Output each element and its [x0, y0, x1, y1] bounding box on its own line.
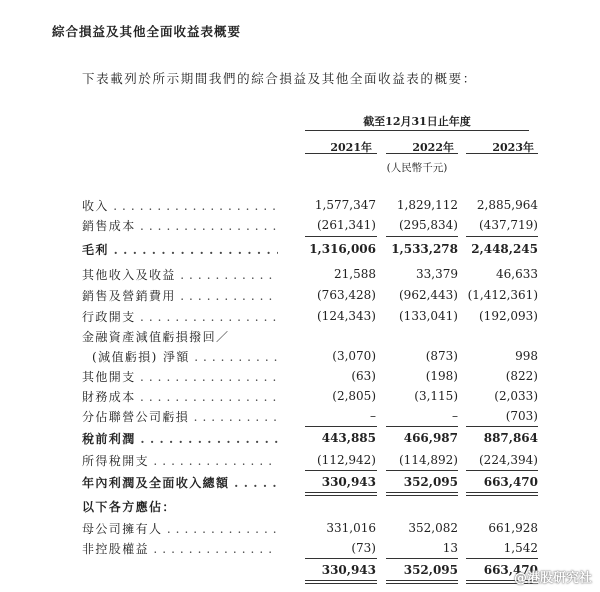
value-2023: 663,470 [483, 475, 538, 489]
double-rule [386, 580, 458, 581]
table-row [0, 538, 600, 558]
year-header-2023: 2023年 [492, 141, 534, 154]
row-label-owners-of-parent: 母公司擁有人 . . . [82, 520, 278, 537]
table-row [0, 239, 600, 259]
subtotal-rule [386, 236, 458, 237]
value-2023: 887,864 [483, 431, 538, 445]
value-2023: (224,394) [479, 453, 538, 467]
value-2022: (295,834) [399, 218, 458, 232]
value-2021: 331,016 [326, 521, 376, 535]
value-2022: (962,443) [399, 288, 458, 302]
value-2023: 46,633 [496, 267, 538, 281]
subtotal-rule [305, 236, 377, 237]
table-row [0, 518, 600, 538]
table-row [0, 285, 600, 305]
value-2022: – [452, 409, 458, 423]
value-2022: 33,379 [416, 267, 458, 281]
subtotal-rule [305, 470, 377, 471]
value-2022: (133,041) [399, 309, 458, 323]
value-2021: (73) [351, 541, 376, 555]
value-2022: 466,987 [403, 431, 458, 445]
intro-text: 下表載列於所示期間我們的綜合損益及其他全面收益表的概要： [82, 71, 477, 86]
double-rule [305, 580, 377, 581]
value-2023: (822) [505, 369, 538, 383]
value-2021: (112,942) [317, 453, 376, 467]
table-row [0, 472, 600, 492]
value-2022: 1,533,278 [391, 242, 458, 256]
row-label-impairment-line1: 金融資產減值虧損撥回／ [82, 330, 230, 344]
value-2021: (261,341) [317, 218, 376, 232]
row-label-income-tax: 所得稅開支 . . . [82, 452, 278, 469]
double-rule [386, 492, 458, 493]
row-label-impairment: (減值虧損) 淨額 . . . [92, 348, 278, 365]
value-2022: 352,082 [408, 521, 458, 535]
value-2023: 661,928 [488, 521, 538, 535]
value-2022: 352,095 [403, 563, 458, 577]
section-heading: 綜合損益及其他全面收益表概要 [52, 24, 242, 39]
row-label-attributable-to: 以下各方應佔： [82, 500, 176, 514]
row-label-cost-of-sales: 銷售成本 . . . [82, 217, 278, 234]
row-label-revenue: 收入 . . . [82, 197, 278, 214]
period-header-rule [305, 130, 529, 131]
double-rule [305, 492, 377, 493]
value-2023: 998 [515, 349, 538, 363]
subtotal-rule [305, 558, 377, 559]
value-2022: (873) [425, 349, 458, 363]
value-2023: (2,033) [494, 389, 538, 403]
value-2021: – [370, 409, 376, 423]
row-label-selling-expenses: 銷售及營銷費用 . . . [82, 287, 278, 304]
value-2022: 1,829,112 [396, 198, 458, 212]
value-2021: 1,316,006 [309, 242, 376, 256]
table-row [0, 560, 600, 580]
row-label-non-controlling-interests: 非控股權益 . . . [82, 540, 278, 557]
year-header-2022: 2022年 [412, 141, 454, 154]
value-2023: (703) [505, 409, 538, 423]
row-label-finance-costs: 財務成本 . . . [82, 388, 278, 405]
value-2021: 330,943 [321, 475, 376, 489]
value-2023: 2,885,964 [476, 198, 538, 212]
table-row [0, 195, 600, 215]
table-row [0, 386, 600, 406]
row-label-profit-before-tax: 稅前利潤 . . . [82, 430, 278, 447]
table-row [0, 450, 600, 470]
subtotal-rule [466, 470, 538, 471]
value-2022: (114,892) [399, 453, 458, 467]
value-2021: (3,070) [332, 349, 376, 363]
value-2023: (1,412,361) [467, 288, 538, 302]
value-2021: 330,943 [321, 563, 376, 577]
table-row [0, 306, 600, 326]
row-label-gross-profit: 毛利 . . . [82, 241, 278, 258]
row-label-profit-for-year: 年內利潤及全面收入總額 . . . [82, 474, 278, 491]
double-rule [466, 492, 538, 493]
value-2021: (63) [351, 369, 376, 383]
subtotal-rule [466, 558, 538, 559]
double-rule [305, 583, 377, 584]
double-rule [386, 583, 458, 584]
value-2021: 21,588 [334, 267, 376, 281]
period-header: 截至12月31日止年度 [363, 115, 471, 128]
value-2021: 443,885 [321, 431, 376, 445]
value-2023: (192,093) [479, 309, 538, 323]
row-label-other-expenses: 其他開支 . . . [82, 368, 278, 385]
year-rule [386, 153, 458, 154]
unit-label: (人民幣千元) [386, 162, 448, 174]
subtotal-rule [386, 558, 458, 559]
value-2023: 663,470 [483, 563, 538, 577]
value-2023: (437,719) [479, 218, 538, 232]
value-2021: (124,343) [317, 309, 376, 323]
table-row [0, 366, 600, 386]
value-2023: 1,542 [503, 541, 538, 555]
year-header-2021: 2021年 [330, 141, 372, 154]
subtotal-rule [305, 426, 377, 427]
value-2022: 352,095 [403, 475, 458, 489]
value-2022: 13 [442, 541, 458, 555]
year-rule [305, 153, 377, 154]
row-label-other-income: 其他收入及收益 . . . [82, 266, 278, 283]
value-2023: 2,448,245 [471, 242, 538, 256]
value-2022: (198) [425, 369, 458, 383]
year-rule [466, 153, 538, 154]
table-row [0, 215, 600, 235]
subtotal-rule [466, 426, 538, 427]
row-label-admin-expenses: 行政開支 . . . [82, 308, 278, 325]
value-2021: 1,577,347 [314, 198, 376, 212]
table-row [0, 326, 600, 346]
subtotal-rule [386, 426, 458, 427]
value-2022: (3,115) [414, 389, 458, 403]
subtotal-rule [386, 470, 458, 471]
table-row [0, 346, 600, 366]
subtotal-rule [466, 236, 538, 237]
table-row [0, 496, 600, 516]
watermark: @港股研究社 [513, 571, 592, 586]
value-2021: (2,805) [332, 389, 376, 403]
table-row [0, 264, 600, 284]
table-row [0, 406, 600, 426]
value-2021: (763,428) [317, 288, 376, 302]
row-label-share-of-associates: 分佔聯營公司虧損 . . . [82, 408, 278, 425]
table-row [0, 428, 600, 448]
